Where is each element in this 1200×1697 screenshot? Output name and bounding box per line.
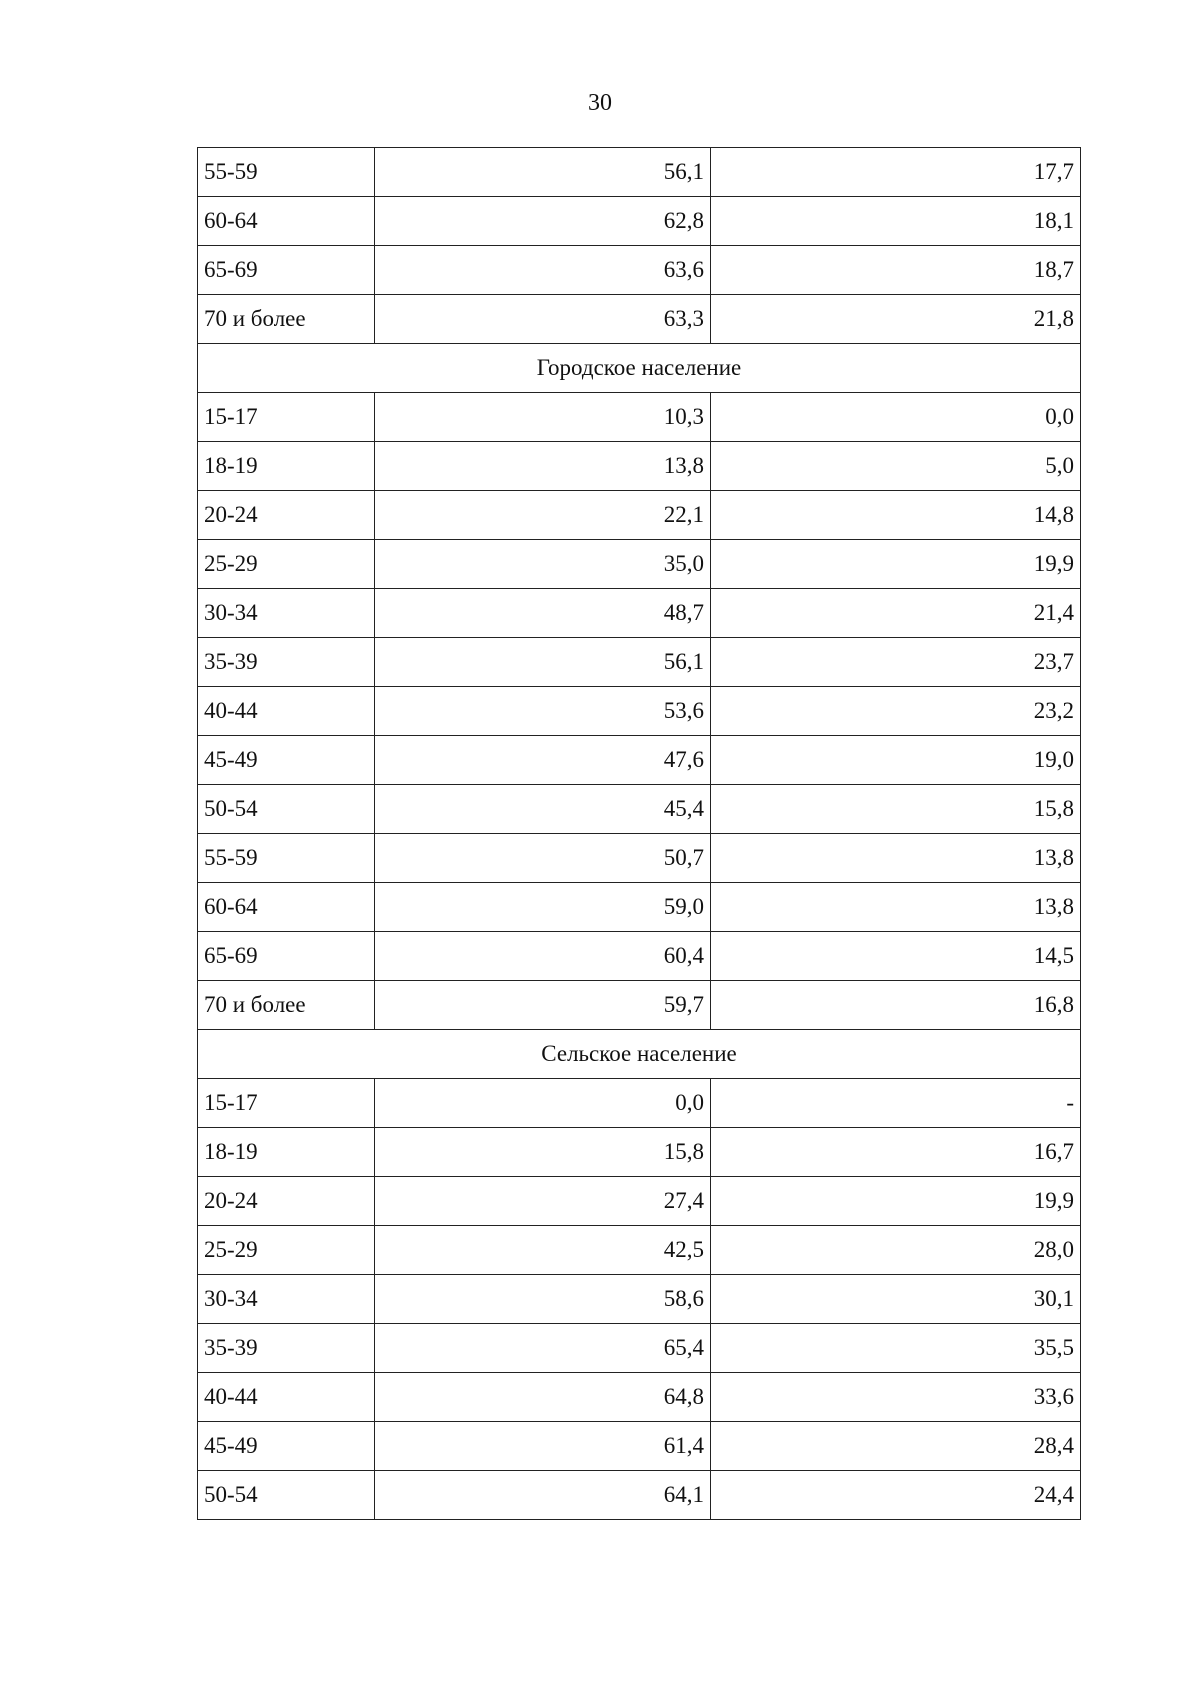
section-title: Городское население	[198, 344, 1081, 393]
value-cell-2: 15,8	[711, 785, 1081, 834]
statistics-table	[197, 147, 1081, 1520]
age-cell: 55-59	[198, 834, 375, 883]
value-cell-2: 21,8	[711, 295, 1081, 344]
table-row	[198, 1373, 1081, 1422]
table-row	[198, 1079, 1081, 1128]
value-cell-1: 50,7	[375, 834, 711, 883]
value-cell-2: -	[711, 1079, 1081, 1128]
value-cell-1: 59,7	[375, 981, 711, 1030]
value-cell-2: 0,0	[711, 393, 1081, 442]
value-cell-1: 62,8	[375, 197, 711, 246]
age-cell: 70 и более	[198, 981, 375, 1030]
value-cell-1: 42,5	[375, 1226, 711, 1275]
value-cell-1: 22,1	[375, 491, 711, 540]
age-cell: 45-49	[198, 736, 375, 785]
table-row	[198, 981, 1081, 1030]
age-cell: 50-54	[198, 785, 375, 834]
value-cell-1: 35,0	[375, 540, 711, 589]
value-cell-1: 64,8	[375, 1373, 711, 1422]
table-row	[198, 540, 1081, 589]
value-cell-1: 60,4	[375, 932, 711, 981]
value-cell-2: 18,1	[711, 197, 1081, 246]
table-row	[198, 932, 1081, 981]
section-header-row	[198, 344, 1081, 393]
value-cell-1: 47,6	[375, 736, 711, 785]
value-cell-1: 64,1	[375, 1471, 711, 1520]
table-row	[198, 589, 1081, 638]
table-row	[198, 295, 1081, 344]
age-cell: 35-39	[198, 1324, 375, 1373]
table-row	[198, 491, 1081, 540]
table-body	[198, 148, 1081, 1520]
value-cell-2: 30,1	[711, 1275, 1081, 1324]
age-cell: 65-69	[198, 246, 375, 295]
value-cell-1: 65,4	[375, 1324, 711, 1373]
age-cell: 30-34	[198, 589, 375, 638]
value-cell-1: 45,4	[375, 785, 711, 834]
age-cell: 15-17	[198, 393, 375, 442]
age-cell: 25-29	[198, 540, 375, 589]
value-cell-1: 13,8	[375, 442, 711, 491]
value-cell-1: 53,6	[375, 687, 711, 736]
table-row	[198, 1275, 1081, 1324]
age-cell: 60-64	[198, 197, 375, 246]
table-row	[198, 1324, 1081, 1373]
value-cell-2: 23,2	[711, 687, 1081, 736]
age-cell: 50-54	[198, 1471, 375, 1520]
value-cell-2: 23,7	[711, 638, 1081, 687]
value-cell-2: 16,8	[711, 981, 1081, 1030]
value-cell-2: 18,7	[711, 246, 1081, 295]
age-cell: 30-34	[198, 1275, 375, 1324]
value-cell-2: 13,8	[711, 834, 1081, 883]
value-cell-2: 14,5	[711, 932, 1081, 981]
table-row	[198, 246, 1081, 295]
age-cell: 60-64	[198, 883, 375, 932]
value-cell-1: 56,1	[375, 148, 711, 197]
value-cell-1: 61,4	[375, 1422, 711, 1471]
value-cell-1: 10,3	[375, 393, 711, 442]
age-cell: 25-29	[198, 1226, 375, 1275]
table-row	[198, 1177, 1081, 1226]
value-cell-2: 19,9	[711, 540, 1081, 589]
value-cell-2: 17,7	[711, 148, 1081, 197]
value-cell-2: 21,4	[711, 589, 1081, 638]
value-cell-1: 58,6	[375, 1275, 711, 1324]
value-cell-1: 63,3	[375, 295, 711, 344]
value-cell-1: 15,8	[375, 1128, 711, 1177]
table-row	[198, 393, 1081, 442]
table-row	[198, 638, 1081, 687]
value-cell-2: 24,4	[711, 1471, 1081, 1520]
value-cell-2: 5,0	[711, 442, 1081, 491]
age-cell: 20-24	[198, 1177, 375, 1226]
value-cell-2: 33,6	[711, 1373, 1081, 1422]
table-row	[198, 442, 1081, 491]
value-cell-1: 59,0	[375, 883, 711, 932]
age-cell: 20-24	[198, 491, 375, 540]
age-cell: 40-44	[198, 1373, 375, 1422]
table-row	[198, 687, 1081, 736]
value-cell-2: 16,7	[711, 1128, 1081, 1177]
table-row	[198, 834, 1081, 883]
value-cell-2: 35,5	[711, 1324, 1081, 1373]
value-cell-1: 0,0	[375, 1079, 711, 1128]
age-cell: 40-44	[198, 687, 375, 736]
value-cell-1: 56,1	[375, 638, 711, 687]
value-cell-2: 28,0	[711, 1226, 1081, 1275]
table-row	[198, 148, 1081, 197]
page-number: 30	[588, 90, 612, 116]
value-cell-1: 63,6	[375, 246, 711, 295]
table-row	[198, 883, 1081, 932]
table-row	[198, 1422, 1081, 1471]
table-row	[198, 197, 1081, 246]
value-cell-1: 48,7	[375, 589, 711, 638]
age-cell: 18-19	[198, 442, 375, 491]
value-cell-2: 14,8	[711, 491, 1081, 540]
value-cell-2: 28,4	[711, 1422, 1081, 1471]
value-cell-2: 19,0	[711, 736, 1081, 785]
age-cell: 45-49	[198, 1422, 375, 1471]
table-row	[198, 736, 1081, 785]
value-cell-2: 13,8	[711, 883, 1081, 932]
age-cell: 65-69	[198, 932, 375, 981]
age-cell: 55-59	[198, 148, 375, 197]
age-cell: 15-17	[198, 1079, 375, 1128]
age-cell: 70 и более	[198, 295, 375, 344]
age-cell: 35-39	[198, 638, 375, 687]
section-title: Сельское население	[198, 1030, 1081, 1079]
table-row	[198, 785, 1081, 834]
section-header-row	[198, 1030, 1081, 1079]
value-cell-2: 19,9	[711, 1177, 1081, 1226]
age-cell: 18-19	[198, 1128, 375, 1177]
value-cell-1: 27,4	[375, 1177, 711, 1226]
table-row	[198, 1128, 1081, 1177]
table-row	[198, 1471, 1081, 1520]
table-row	[198, 1226, 1081, 1275]
